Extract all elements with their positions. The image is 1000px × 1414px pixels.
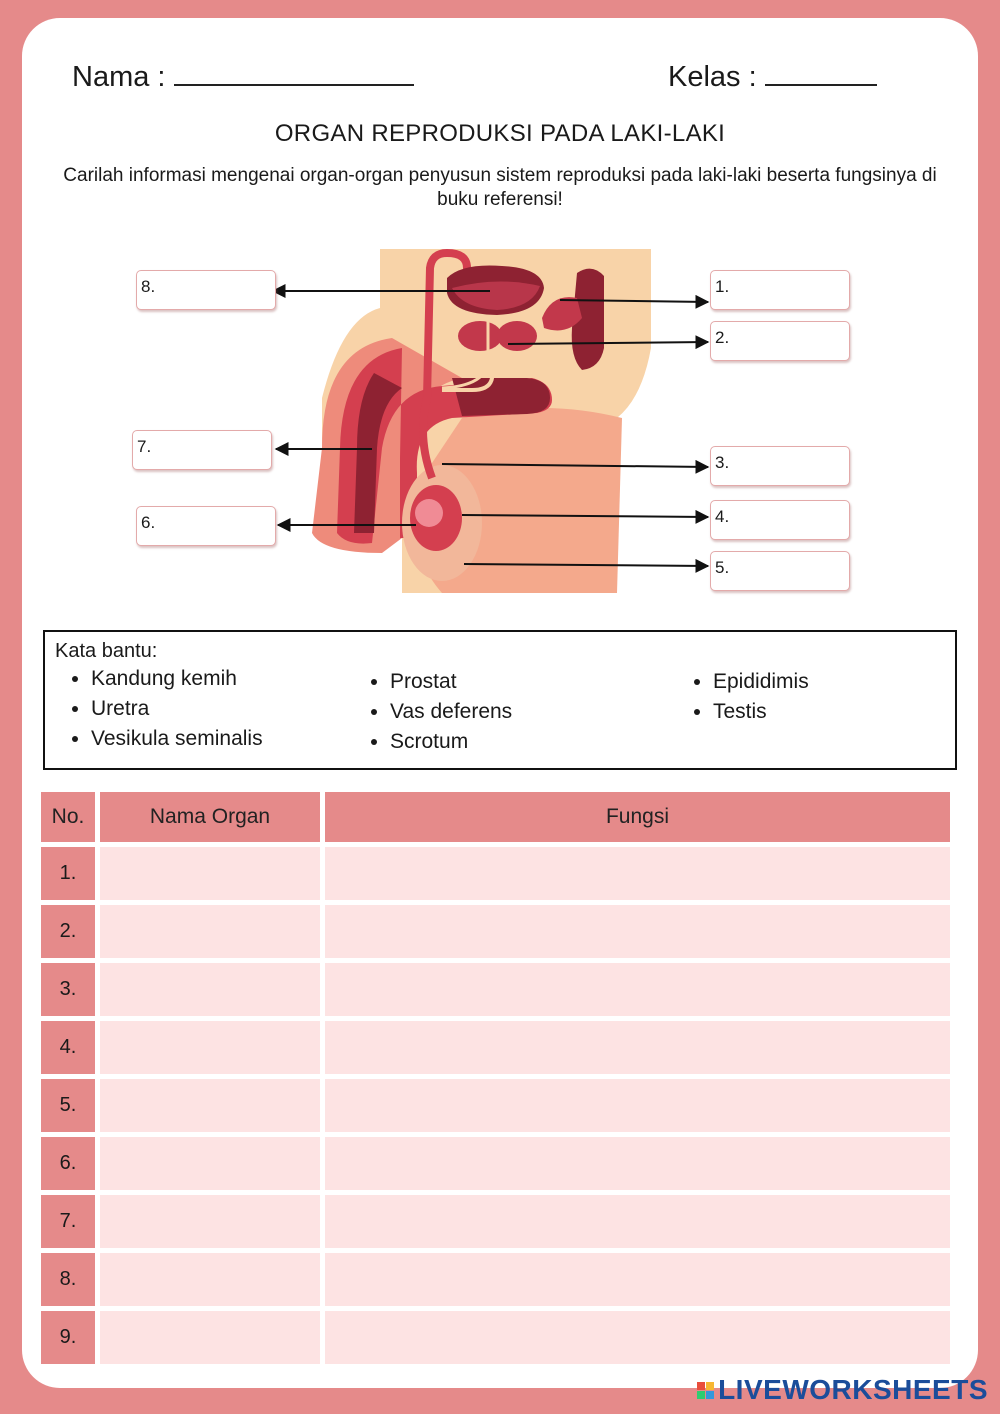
header-organ-name: Nama Organ bbox=[100, 792, 320, 842]
word-bank-item: • Vesikula seminalis bbox=[91, 724, 263, 754]
table-row bbox=[41, 1253, 950, 1306]
row-number: 2. bbox=[41, 905, 95, 958]
header-no: No. bbox=[41, 792, 95, 842]
function-cell[interactable] bbox=[325, 1137, 950, 1190]
function-cell[interactable] bbox=[325, 1253, 950, 1306]
brand-logo bbox=[697, 1374, 988, 1406]
word-bank-col-2 bbox=[366, 667, 512, 757]
table-row bbox=[41, 1311, 950, 1364]
class-label: Kelas : bbox=[668, 61, 757, 93]
table-row bbox=[41, 1195, 950, 1248]
organ-name-cell[interactable] bbox=[100, 905, 320, 958]
function-cell[interactable] bbox=[325, 1195, 950, 1248]
label-box-3[interactable] bbox=[710, 446, 850, 486]
word-bank-item: • Epididimis bbox=[713, 667, 809, 697]
row-number: 1. bbox=[41, 847, 95, 900]
label-number: 5. bbox=[715, 558, 730, 577]
word-bank-col-3 bbox=[689, 667, 809, 727]
organ-name-cell[interactable] bbox=[100, 1195, 320, 1248]
page-title: ORGAN REPRODUKSI PADA LAKI-LAKI bbox=[274, 120, 726, 147]
function-cell[interactable] bbox=[325, 905, 950, 958]
label-number: 8. bbox=[141, 277, 156, 296]
function-cell[interactable] bbox=[325, 847, 950, 900]
table-row bbox=[41, 963, 950, 1016]
instruction-text: Carilah informasi mengenai organ-organ penyusun sistem reproduksi pada laki-laki beserta fungsinya di buku referensi! bbox=[63, 165, 937, 210]
word-bank bbox=[43, 630, 957, 770]
label-number: 7. bbox=[137, 437, 152, 456]
word-bank-item: • Kandung kemih bbox=[91, 664, 263, 694]
word-bank-item: • Prostat bbox=[390, 667, 512, 697]
label-box-5[interactable] bbox=[710, 551, 850, 591]
row-number: 3. bbox=[41, 963, 95, 1016]
function-cell[interactable] bbox=[325, 963, 950, 1016]
label-box-6[interactable] bbox=[136, 506, 276, 546]
row-number: 6. bbox=[41, 1137, 95, 1190]
label-box-1[interactable] bbox=[710, 270, 850, 310]
organ-name-cell[interactable] bbox=[100, 847, 320, 900]
row-number: 4. bbox=[41, 1021, 95, 1074]
word-bank-item: • Uretra bbox=[91, 694, 263, 724]
brand-logo-icon bbox=[697, 1382, 714, 1399]
organ-name-cell[interactable] bbox=[100, 1079, 320, 1132]
table-row bbox=[41, 1137, 950, 1190]
name-label: Nama : bbox=[72, 61, 166, 93]
table-row bbox=[41, 1021, 950, 1074]
word-bank-col-1 bbox=[67, 664, 263, 754]
function-cell[interactable] bbox=[325, 1021, 950, 1074]
row-number: 9. bbox=[41, 1311, 95, 1364]
label-number: 6. bbox=[141, 513, 156, 532]
label-box-7[interactable] bbox=[132, 430, 272, 470]
organ-name-cell[interactable] bbox=[100, 1137, 320, 1190]
row-number: 5. bbox=[41, 1079, 95, 1132]
label-number: 3. bbox=[715, 453, 730, 472]
header-function: Fungsi bbox=[325, 792, 950, 842]
organ-name-cell[interactable] bbox=[100, 1021, 320, 1074]
organ-name-cell[interactable] bbox=[100, 963, 320, 1016]
table-row bbox=[41, 847, 950, 900]
label-box-4[interactable] bbox=[710, 500, 850, 540]
label-box-8[interactable] bbox=[136, 270, 276, 310]
word-bank-title: Kata bantu: bbox=[55, 640, 158, 662]
table-header-row bbox=[41, 792, 950, 842]
function-cell[interactable] bbox=[325, 1079, 950, 1132]
row-number: 8. bbox=[41, 1253, 95, 1306]
word-bank-item: • Vas deferens bbox=[390, 697, 512, 727]
table-row bbox=[41, 905, 950, 958]
organ-name-cell[interactable] bbox=[100, 1311, 320, 1364]
row-number: 7. bbox=[41, 1195, 95, 1248]
label-number: 4. bbox=[715, 507, 730, 526]
word-bank-item: • Testis bbox=[713, 697, 809, 727]
organ-name-cell[interactable] bbox=[100, 1253, 320, 1306]
label-number: 2. bbox=[715, 328, 730, 347]
worksheet-page bbox=[22, 18, 978, 1388]
answer-table bbox=[36, 787, 955, 1369]
brand-name: LIVEWORKSHEETS bbox=[718, 1374, 988, 1405]
label-number: 1. bbox=[715, 277, 730, 296]
table-row bbox=[41, 1079, 950, 1132]
function-cell[interactable] bbox=[325, 1311, 950, 1364]
label-box-2[interactable] bbox=[710, 321, 850, 361]
word-bank-item: • Scrotum bbox=[390, 727, 512, 757]
